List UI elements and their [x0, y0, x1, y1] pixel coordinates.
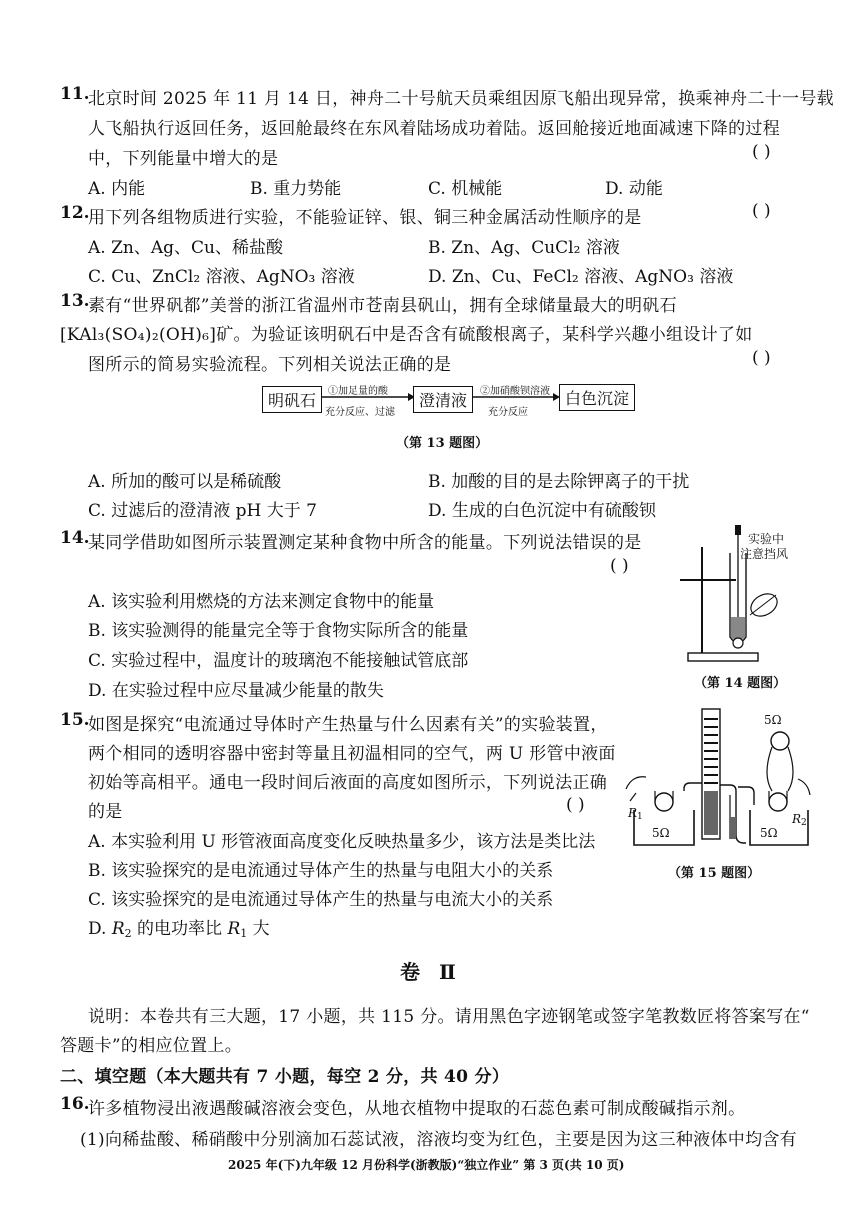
q15-option-d-suffix: 大 [247, 919, 270, 939]
q15-figure-right-resistor-label: 5Ω [760, 826, 778, 840]
q14-option-a: A. 该实验利用燃烧的方法来测定食物中的能量 [88, 592, 435, 612]
q14-option-b: B. 该实验测得的能量完全等于食物实际所含的能量 [88, 621, 469, 641]
q11-number: 11. [60, 84, 90, 104]
q15-stem-line3: 初始等高相平。通电一段时间后液面的高度如图所示，下列说法正确 [88, 773, 607, 793]
flow-arrow-2 [470, 390, 560, 404]
q15-option-d-r1: R [227, 919, 241, 939]
q15-option-d-prefix: D. [88, 919, 112, 939]
q15-option-b: B. 该实验探究的是电流通过导体产生的热量与电阻大小的关系 [88, 861, 554, 881]
q12-number: 12. [60, 203, 90, 223]
q11-option-a: A. 内能 [88, 179, 146, 199]
q16-stem-line1: 许多植物浸出液遇酸碱溶液会变色，从地衣植物中提取的石蕊色素可制成酸碱指示剂。 [88, 1099, 746, 1119]
q15-figure-top-resistor-label: 5Ω [764, 713, 782, 727]
q12-answer-paren: ( ) [752, 201, 771, 221]
q15-option-a: A. 本实验利用 U 形管液面高度变化反映热量多少，该方法是类比法 [88, 832, 596, 852]
q12-option-b: B. Zn、Ag、CuCl₂ 溶液 [428, 238, 620, 258]
q16-number: 16. [60, 1094, 90, 1114]
q13-option-b: B. 加酸的目的是去除钾离子的干扰 [428, 472, 690, 492]
q11-stem-line3: 中，下列能量中增大的是 [88, 149, 279, 169]
q15-option-d-r2-sub: 2 [124, 927, 132, 940]
fill-in-part-title: 二、填空题（本大题共有 7 小题，每空 2 分，共 40 分） [60, 1067, 510, 1087]
q15-figure-r1-subscript: 1 [637, 812, 643, 822]
q14-figure-caption: （第 14 题图） [694, 676, 787, 691]
q13-figure-caption: （第 13 题图） [396, 436, 489, 451]
q15-option-d-mid: 的电功率比 [131, 919, 228, 939]
flow-box-clear-solution: 澄清液 [413, 386, 473, 413]
q15-apparatus-figure [622, 705, 812, 855]
q15-number: 15. [60, 710, 90, 730]
q14-number: 14. [60, 528, 90, 548]
q14-option-c: C. 实验过程中，温度计的玻璃泡不能接触试管底部 [88, 651, 469, 671]
q13-answer-paren: ( ) [752, 348, 771, 368]
q14-answer-paren: ( ) [610, 556, 629, 576]
q15-figure-r2-label [792, 812, 807, 828]
q13-stem-line1: 素有“世界矾都”美誉的浙江省温州市苍南县矾山，拥有全球储量最大的明矾石 [88, 296, 677, 316]
q15-option-d [88, 914, 270, 940]
page-footer: 2025 年(下)九年级 12 月份科学(浙教版)“独立作业” 第 3 页(共 10 页) [228, 1158, 625, 1172]
flow-step1-top: ①加足量的酸 [328, 386, 388, 397]
q15-option-d-r1-sub: 1 [240, 927, 248, 940]
q15-figure-r2-subscript: 2 [801, 818, 807, 828]
q16-subquestion-1: (1)向稀盐酸、稀硝酸中分别滴加石蕊试液，溶液均变为红色，主要是因为这三种液体中均含有 [80, 1130, 797, 1150]
q14-stem-line1: 某同学借助如图所示装置测定某种食物中所含的能量。下列说法错误的是 [88, 533, 642, 553]
flow-step2-top: ②加硝酸钡溶液 [480, 386, 550, 397]
q11-option-b: B. 重力势能 [250, 179, 342, 199]
q13-stem-line2: [KAl₃(SO₄)₂(OH)₆]矿。为验证该明矾石中是否含有硫酸根离子，某科学兴趣小组设计了如 [60, 325, 753, 345]
q11-stem-line1: 北京时间 2025 年 11 月 14 日，神舟二十号航天员乘组因原飞船出现异常，换乘神舟二十一号载 [88, 89, 834, 109]
q15-option-c: C. 该实验探究的是电流通过导体产生的热量与电流大小的关系 [88, 890, 554, 910]
q15-figure-r2-letter: R [792, 812, 802, 826]
q13-stem-line3: 图所示的简易实验流程。下列相关说法正确的是 [88, 355, 452, 375]
q11-answer-paren: ( ) [752, 142, 771, 162]
q11-option-d: D. 动能 [605, 179, 663, 199]
flow-arrow-1 [320, 390, 415, 404]
flow-step1-bottom: 充分反应、过滤 [325, 407, 395, 418]
q14-option-d: D. 在实验过程中应尽量减少能量的散失 [88, 681, 384, 701]
q12-stem-line1: 用下列各组物质进行实验，不能验证锌、银、铜三种金属活动性顺序的是 [88, 208, 642, 228]
q14-figure-note-2: 注意挡风 [740, 547, 789, 561]
q15-figure-caption: （第 15 题图） [668, 866, 761, 881]
q13-option-a: A. 所加的酸可以是稀硫酸 [88, 472, 282, 492]
q11-stem-line2: 人飞船执行返回任务，返回舱最终在东风着陆场成功着陆。返回舱接近地面减速下降的过程 [88, 119, 780, 139]
q14-figure-note-1: 实验中 [748, 532, 785, 546]
q13-option-d: D. 生成的白色沉淀中有硫酸钡 [428, 501, 656, 521]
q11-option-c: C. 机械能 [428, 179, 503, 199]
flow-box-white-precipitate: 白色沉淀 [559, 384, 635, 411]
section-2-title: 卷 Ⅱ [400, 960, 462, 984]
q12-option-d: D. Zn、Cu、FeCl₂ 溶液、AgNO₃ 溶液 [428, 267, 734, 287]
section-2-note-line2: 答题卡”的相应位置上。 [60, 1036, 242, 1056]
q15-figure-r1-letter: R [628, 806, 638, 820]
q15-stem-line1: 如图是探究“电流通过导体时产生热量与什么因素有关”的实验装置， [88, 715, 608, 735]
q12-option-c: C. Cu、ZnCl₂ 溶液、AgNO₃ 溶液 [88, 267, 355, 287]
q12-option-a: A. Zn、Ag、Cu、稀盐酸 [88, 238, 283, 258]
q15-answer-paren: ( ) [566, 795, 585, 815]
q15-figure-left-resistor-label: 5Ω [652, 826, 670, 840]
q13-number: 13. [60, 291, 90, 311]
flow-step2-bottom: 充分反应 [488, 407, 528, 418]
section-2-note-line1: 说明：本卷共有三大题，17 小题，共 115 分。请用黑色字迹钢笔或签字笔教数匠将答案写在“ [88, 1007, 810, 1027]
flow-box-alunite: 明矾石 [262, 386, 322, 413]
q13-option-c: C. 过滤后的澄清液 pH 大于 7 [88, 501, 317, 521]
q15-figure-r1-label [628, 806, 643, 822]
q15-stem-line2: 两个相同的透明容器中密封等量且初温相同的空气，两 U 形管中液面 [88, 744, 616, 764]
q15-stem-line4: 的是 [88, 802, 123, 822]
q15-option-d-r2: R [111, 919, 125, 939]
